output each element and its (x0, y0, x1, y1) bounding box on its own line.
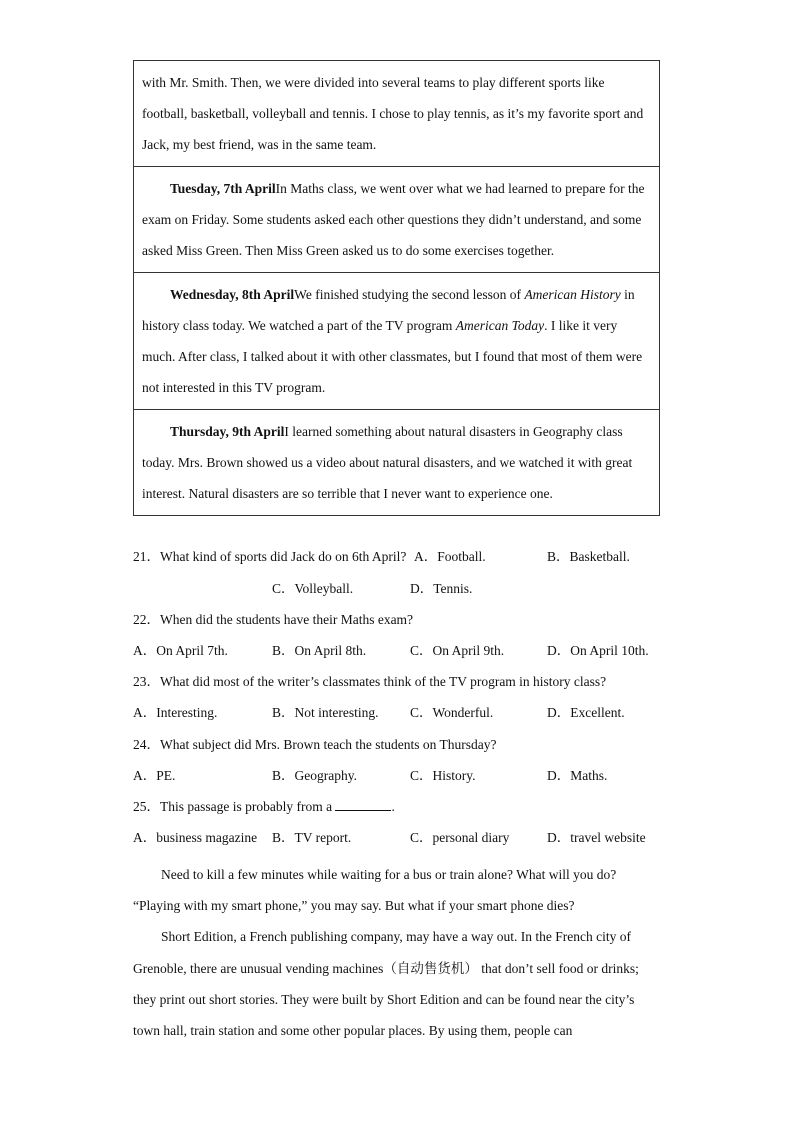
question-23-option-d[interactable]: D．Excellent. (547, 705, 625, 720)
question-21-stem: 21．What kind of sports did Jack do on 6th April? (133, 549, 407, 564)
passage-paragraph-1-text: Need to kill a few minutes while waiting for a bus or train alone? What will you do? “Playing with my smart phone,” you may say. But what if your smart phone dies? (133, 867, 617, 914)
reading-passage (133, 859, 655, 1046)
question-24-option-b[interactable]: B．Geography. (272, 768, 357, 783)
question-25-option-c[interactable]: C．personal diary (410, 830, 510, 845)
question-25-stem (133, 797, 395, 817)
diary-entry-thursday (134, 409, 659, 515)
program-title: American Today (455, 318, 545, 333)
question-25-stem-end: . (391, 799, 395, 814)
entry-day: Thursday, 9th April (170, 424, 285, 439)
question-22-option-a[interactable]: A．On April 7th. (133, 643, 228, 658)
passage-paragraph-2 (133, 921, 655, 1046)
question-22-option-d[interactable]: D．On April 10th. (547, 643, 649, 658)
entry-text: We finished studying the second lesson of (294, 287, 525, 302)
entry-day: Tuesday, 7th April (170, 181, 276, 196)
question-24-option-a[interactable]: A．PE. (133, 768, 176, 783)
question-21-option-a[interactable]: A．Football. (414, 549, 486, 564)
question-23-option-c[interactable]: C．Wonderful. (410, 705, 494, 720)
entry-text: in history class today. We watched a part of the TV program (142, 287, 635, 333)
question-24-option-d[interactable]: D．Maths. (547, 768, 608, 783)
passage-paragraph-2-text: Short Edition, a French publishing company, may have a way out. In the French city of Grenoble, there are unusual vending machines（自动售货机） that don’t sell food or drinks; they print out short stories. They were built by Short Edition and can be found near the city’s town hall, train station and some other popular places. By using them, people can (133, 929, 639, 1039)
question-25-option-b[interactable]: B．TV report. (272, 830, 352, 845)
question-24-stem: 24．What subject did Mrs. Brown teach the students on Thursday? (133, 737, 497, 752)
diary-entry-tuesday (134, 166, 659, 272)
answer-blank (335, 798, 391, 811)
diary-entry-wednesday (134, 272, 659, 409)
question-25-stem-text: 25．This passage is probably from a (133, 799, 333, 814)
book-title: American History (524, 287, 621, 302)
question-22-option-b[interactable]: B．On April 8th. (272, 643, 367, 658)
passage-paragraph-1 (133, 859, 655, 921)
question-22-option-c[interactable]: C．On April 9th. (410, 643, 505, 658)
question-21-option-c[interactable]: C．Volleyball. (272, 581, 354, 596)
diary-intro-text: with Mr. Smith. Then, we were divided into several teams to play different sports like football, basketball, volleyball and tennis. I chose to play tennis, as it’s my favorite sport and Jack, my best friend, was in the same team. (142, 75, 644, 152)
entry-text: In Maths class, we went over what we had learned to prepare for the exam on Friday. Some students asked each other questions they didn’t understand, and some asked Miss Green. Then Miss Green asked us to do some exercises together. (142, 181, 645, 258)
question-25-option-a[interactable]: A．business magazine (133, 830, 258, 845)
entry-day: Wednesday, 8th April (170, 287, 295, 302)
question-23-stem: 23．What did most of the writer’s classmates think of the TV program in history class? (133, 674, 607, 689)
question-21-option-b[interactable]: B．Basketball. (547, 549, 630, 564)
entry-text: . I like it very much. After class, I talked about it with other classmates, but I found that most of them were not interested in this TV program. (142, 318, 643, 395)
diary-table (133, 60, 660, 516)
question-23-option-b[interactable]: B．Not interesting. (272, 705, 379, 720)
question-22-stem: 22．When did the students have their Maths exam? (133, 612, 414, 627)
question-24-option-c[interactable]: C．History. (410, 768, 476, 783)
entry-text: I learned something about natural disasters in Geography class today. Mrs. Brown showed us a video about natural disasters, and we watched it with great interest. Natural disasters are so terrible that I never want to experience one. (142, 424, 633, 501)
question-21-option-d[interactable]: D．Tennis. (410, 581, 473, 596)
question-23-option-a[interactable]: A．Interesting. (133, 705, 218, 720)
question-25-option-d[interactable]: D．travel website (547, 830, 646, 845)
diary-intro-cell (134, 61, 659, 166)
